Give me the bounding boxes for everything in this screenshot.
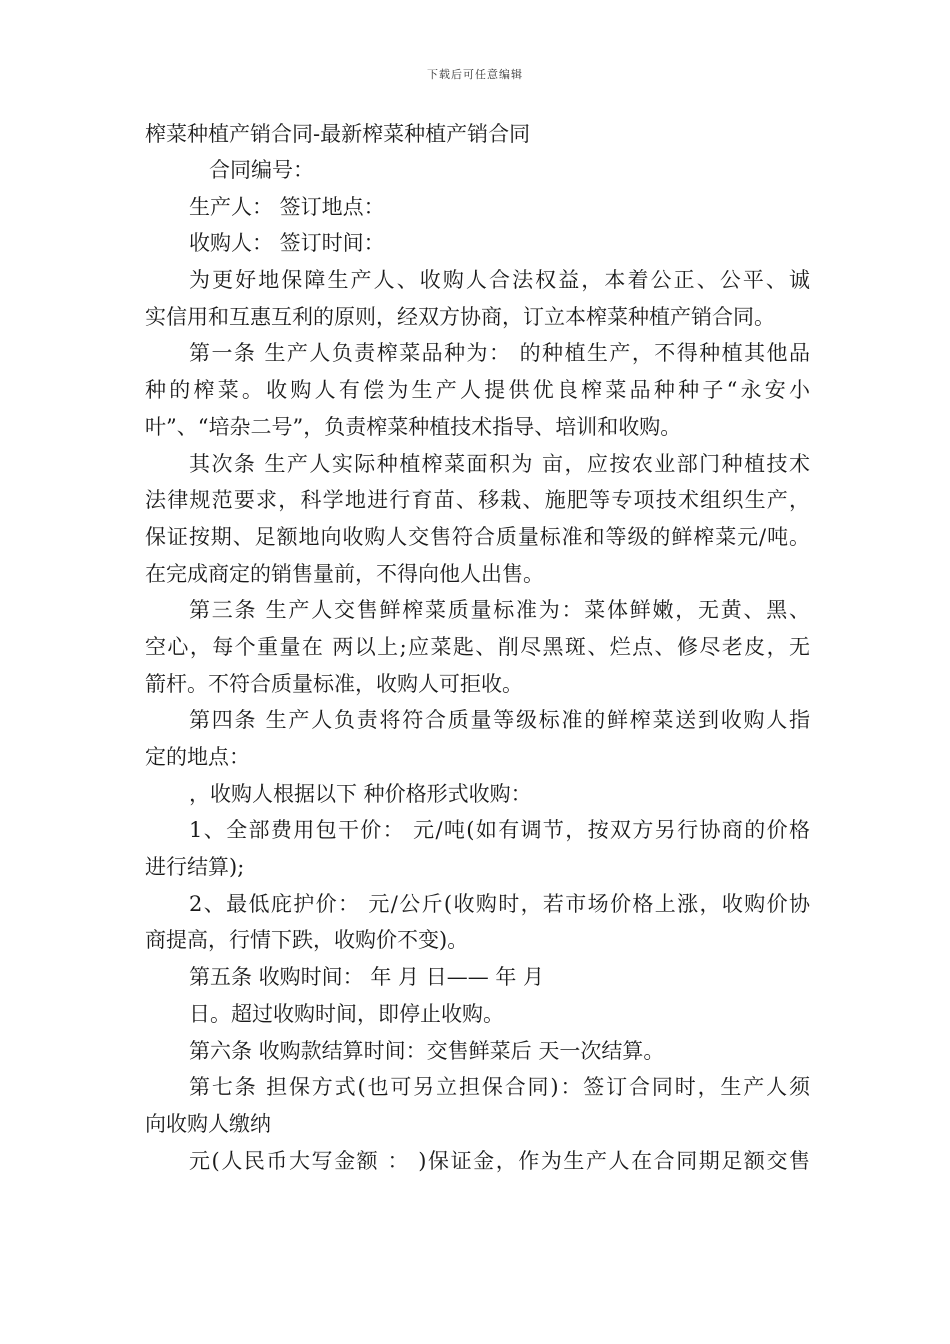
document-line: 收购人： 签订时间： [189,231,385,256]
document-line: 实信用和互惠互利的原则，经双方协商，订立本榨菜种植产销合同。 [145,304,775,329]
document-line-text: 种的榨菜。收购人有偿为生产人提供优良榨菜品种种子“永安小 [145,378,810,403]
document-line: 日。超过收购时间，即停止收购。 [189,1001,504,1026]
document-line-text: 空心，每个重量在 两以上;应菜匙、削尽黑斑、烂点、修尽老皮，无 [145,634,810,659]
document-line: 定的地点： [145,745,250,769]
document-line-text: 法律规范要求，科学地进行育苗、移栽、施肥等专项技术组织生产， [145,488,810,513]
document-line-text: 第一条 生产人负责榨菜品种为： 的种植生产，不得种植其他品 [189,341,810,366]
document-line [145,592,810,629]
document-line: 合同编号： [209,158,314,182]
document-line [145,519,810,556]
document-line-text: 第七条 担保方式(也可另立担保合同)：签订合同时，生产人须 [189,1075,810,1100]
document-body [145,116,810,1179]
document-line: 第五条 收购时间： 年 月 日—— 年 月 [189,965,545,990]
document-line-text: 2、最低庇护价： 元/公斤(收购时，若市场价格上涨，收购价协 [189,891,810,916]
document-line-text: 1、全部费用包干价： 元/吨(如有调节，按双方另行协商的价格 [189,818,810,843]
document-line [145,812,810,849]
document-line [145,629,810,666]
document-line-text: 第三条 生产人交售鲜榨菜质量标准为：菜体鲜嫩，无黄、黑、 [189,598,810,623]
document-line [145,1143,810,1180]
document-line [145,372,810,409]
document-line [145,1069,810,1106]
document-title: 榨菜种植产销合同-最新榨菜种植产销合同 [145,122,531,146]
document-line [145,886,810,923]
document-line-text: 其次条 生产人实际种植榨菜面积为 亩，应按农业部门种植技术 [189,451,810,476]
document-line: 商提高，行情下跌，收购价不变)。 [145,928,469,953]
document-line [145,262,810,299]
document-line [145,702,810,739]
document-line-text: 第四条 生产人负责将符合质量等级标准的鲜榨菜送到收购人指 [189,708,810,733]
document-line: 箭杆。不符合质量标准，收购人可拒收。 [145,671,523,696]
document-lines [145,152,810,1179]
document-line: 叶”、“培杂二号”，负责榨菜种植技术指导、培训和收购。 [145,414,682,439]
document-line-text: 元(人民币大写金额 ： )保证金，作为生产人在合同期足额交售 [189,1148,810,1173]
document-line [145,335,810,372]
document-line: ，收购人根据以下 种价格形式收购： [189,781,532,806]
document-line: 在完成商定的销售量前，不得向他人出售。 [145,561,544,586]
document-line-text: 保证按期、足额地向收购人交售符合质量标准和等级的鲜榨菜元/吨。 [145,524,810,549]
document-line: 进行结算); [145,855,245,880]
document-line: 第六条 收购款结算时间：交售鲜菜后 天一次结算。 [189,1038,665,1063]
document-line: 生产人： 签订地点： [189,194,385,219]
document-line [145,482,810,519]
document-line [145,446,810,483]
document-line: 向收购人缴纳 [145,1111,271,1136]
document-line-text: 为更好地保障生产人、收购人合法权益，本着公正、公平、诚 [189,268,810,293]
header-note: 下载后可任意编辑 [427,68,523,81]
